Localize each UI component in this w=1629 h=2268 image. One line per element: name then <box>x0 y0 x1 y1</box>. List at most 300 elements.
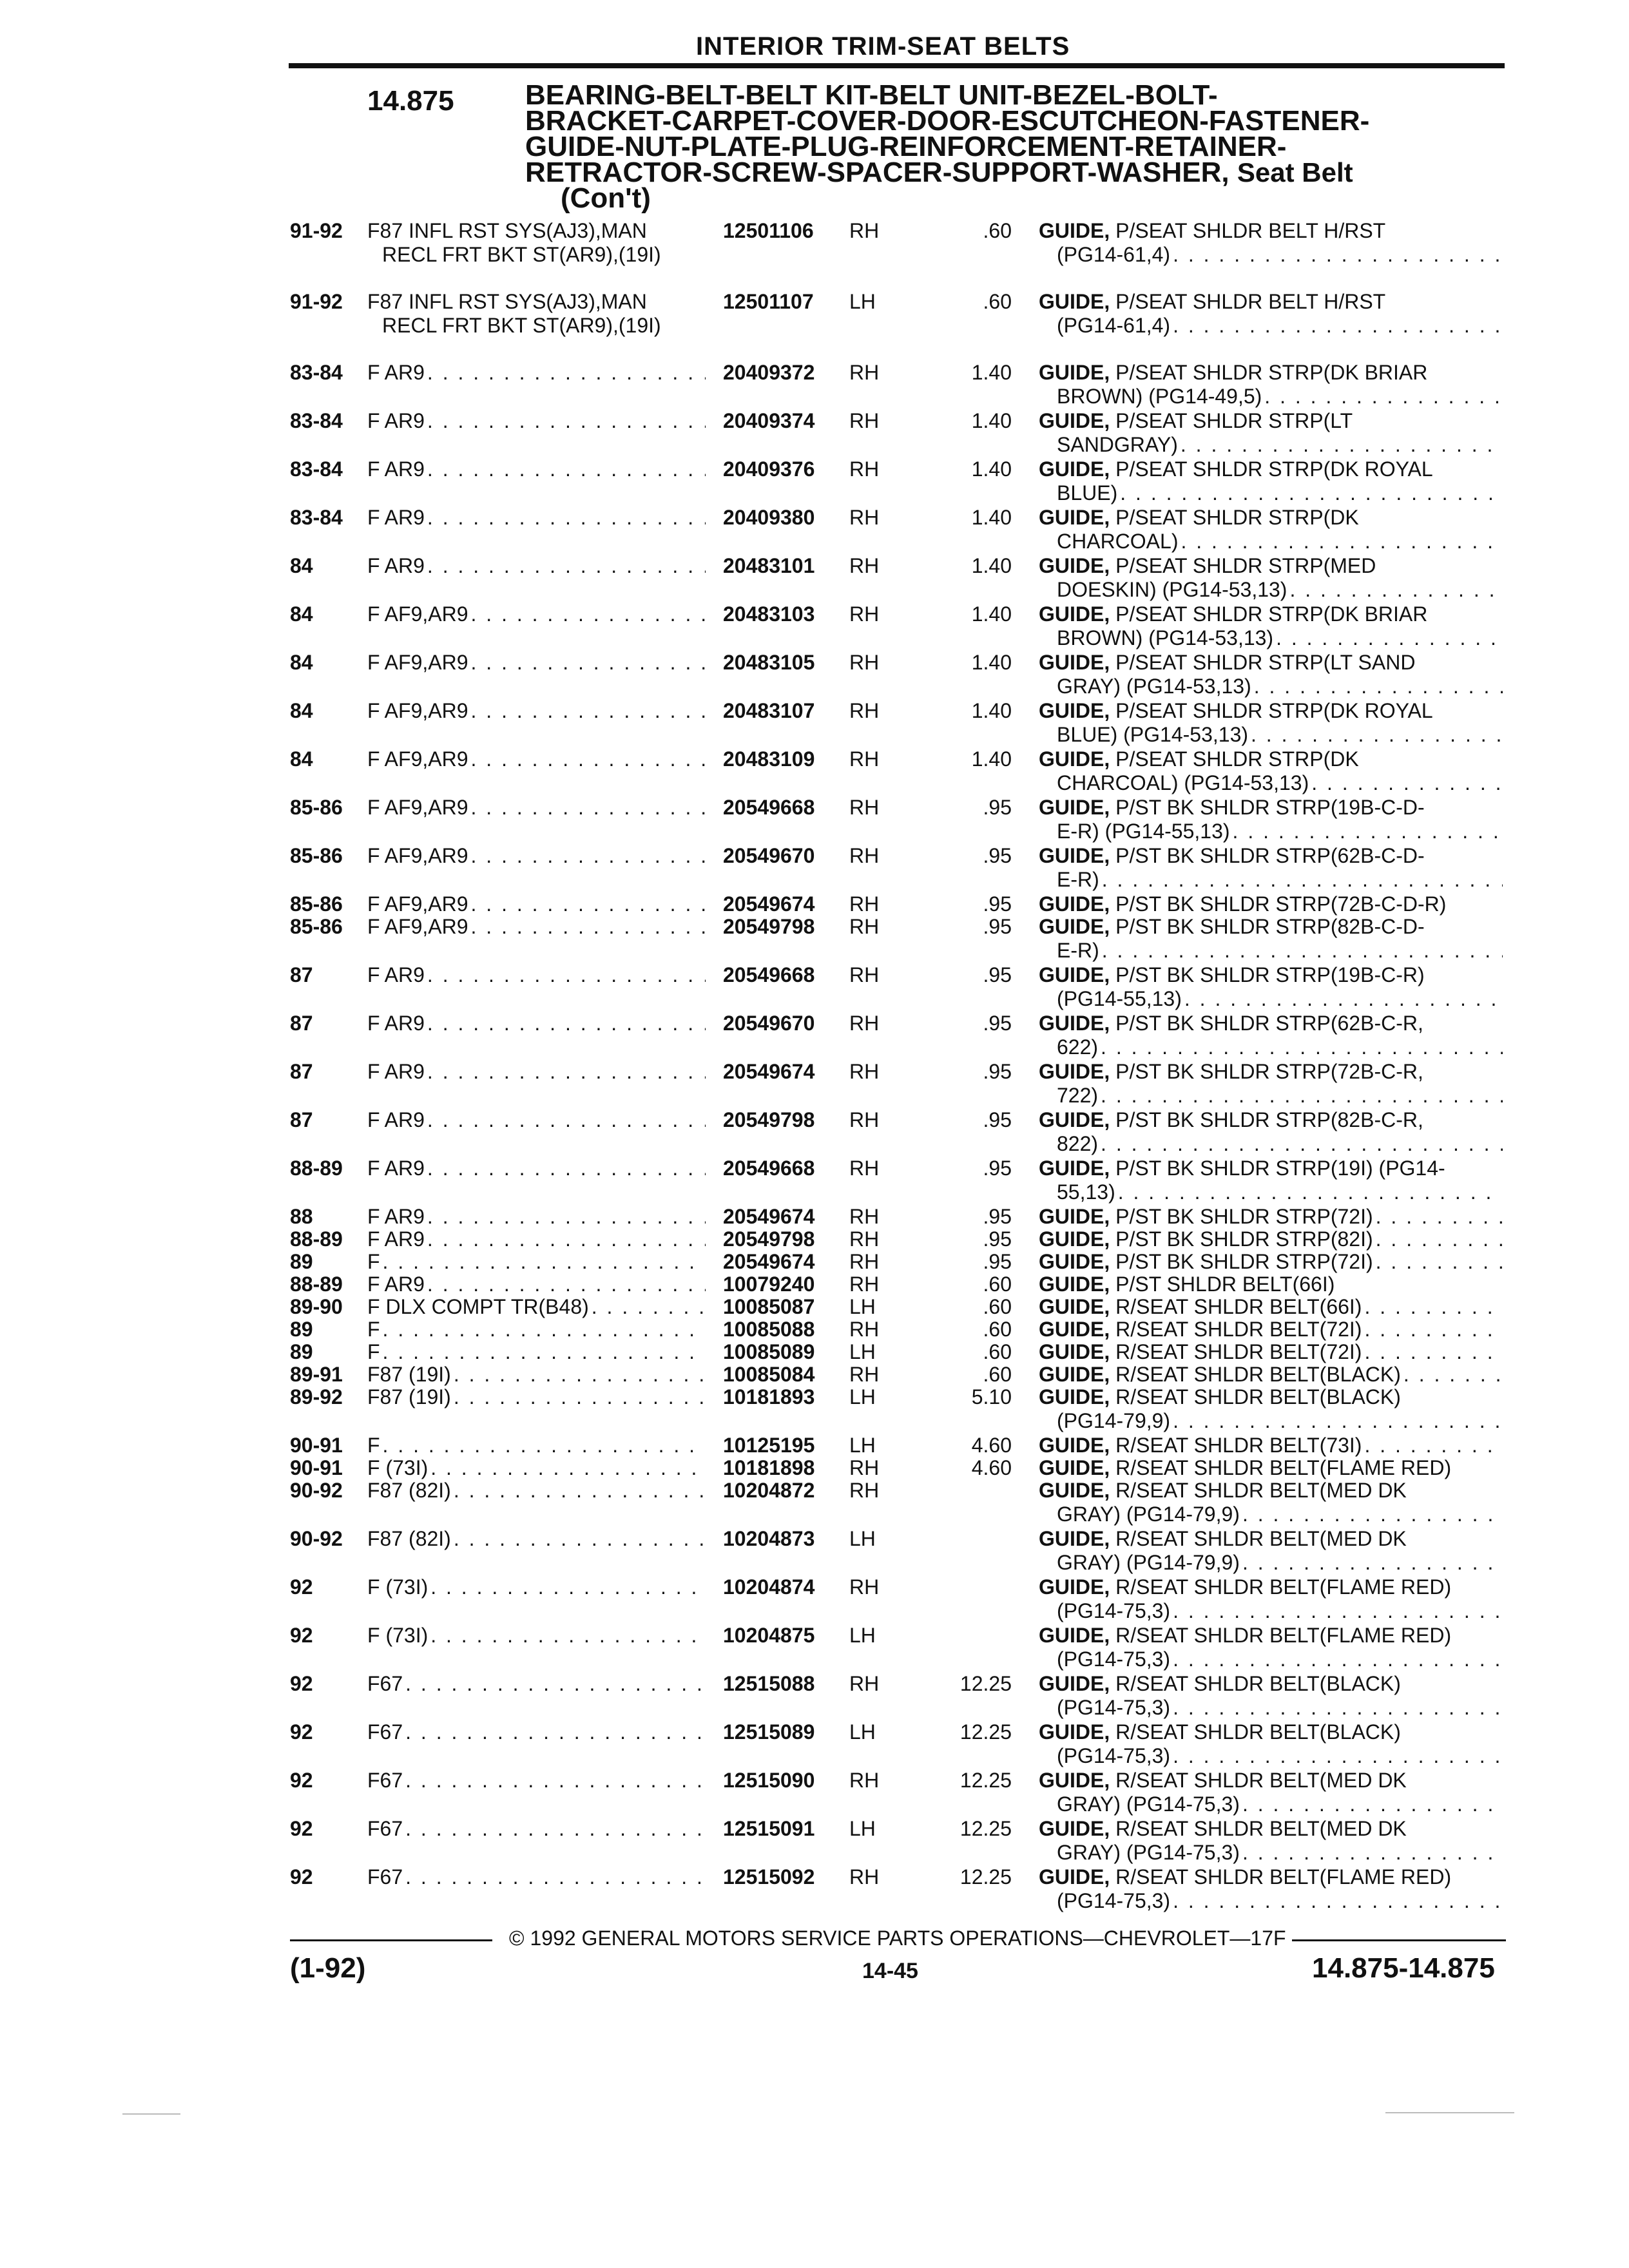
application-line <box>367 243 706 267</box>
description-text <box>1039 1227 1373 1251</box>
price: .95 <box>983 1157 1012 1180</box>
price: 1.40 <box>971 602 1012 626</box>
description-text: (PG14-55,13) <box>1057 987 1182 1010</box>
model-years: 83-84 <box>290 361 343 384</box>
part-name: GUIDE, <box>1039 1227 1110 1251</box>
description-text: R/SEAT SHLDR BELT(FLAME RED) <box>1110 1865 1452 1888</box>
description <box>1039 699 1503 747</box>
application-text: F67 <box>367 1720 403 1744</box>
description-line <box>1039 1318 1503 1341</box>
description-text: R/SEAT SHLDR BELT(MED DK <box>1110 1479 1407 1502</box>
application <box>367 963 706 987</box>
description-text <box>1039 1205 1373 1229</box>
model-years: 90-92 <box>290 1479 343 1502</box>
model-years: 89 <box>290 1250 313 1273</box>
application <box>367 602 706 626</box>
description <box>1039 1340 1503 1364</box>
model-years: 85-86 <box>290 915 343 938</box>
description <box>1039 1205 1503 1229</box>
description-text: GRAY) (PG14-79,9) <box>1057 1551 1240 1574</box>
description-line <box>1039 651 1503 675</box>
description-line <box>1039 1227 1503 1251</box>
leader-dots <box>468 602 706 626</box>
side: RH <box>849 844 880 867</box>
description-line <box>1039 481 1503 505</box>
side: LH <box>849 1434 876 1457</box>
part-name: GUIDE, <box>1039 554 1110 577</box>
description-text: CHARCOAL) <box>1057 530 1179 553</box>
leader-dots <box>1362 1318 1503 1341</box>
description-text: E-R) <box>1057 939 1099 962</box>
description-text: R/SEAT SHLDR BELT(72I) <box>1110 1318 1362 1341</box>
description-line <box>1039 1841 1503 1865</box>
application-text: RECL FRT BKT ST(AR9),(19I) <box>382 243 661 266</box>
application <box>367 651 706 675</box>
leader-dots <box>380 1250 706 1274</box>
description <box>1039 1157 1503 1204</box>
part-name: GUIDE, <box>1039 409 1110 432</box>
part-name: GUIDE, <box>1039 1012 1110 1035</box>
description-text: P/SEAT SHLDR STRP(DK BRIAR <box>1110 602 1428 626</box>
side: RH <box>849 554 880 577</box>
side: RH <box>849 1479 880 1502</box>
leader-dots <box>589 1295 706 1319</box>
description <box>1039 1865 1503 1913</box>
leader-dots <box>1240 1503 1503 1526</box>
part-number: 10181898 <box>723 1456 815 1479</box>
description-line <box>1039 723 1503 747</box>
description-line <box>1039 433 1503 457</box>
description-text: P/SEAT SHLDR STRP(DK ROYAL <box>1110 457 1433 481</box>
part-number: 20549674 <box>723 1060 815 1083</box>
part-name: GUIDE, <box>1039 1318 1110 1341</box>
description-text: P/SEAT SHLDR STRP(DK ROYAL <box>1110 699 1433 722</box>
model-years: 88 <box>290 1205 313 1228</box>
part-number: 20549670 <box>723 1012 815 1035</box>
part-number: 20483101 <box>723 554 815 577</box>
description-text <box>1039 1434 1362 1457</box>
part-number: 10085087 <box>723 1295 815 1318</box>
side: RH <box>849 1363 880 1386</box>
leader-dots <box>1099 868 1503 892</box>
description-line <box>1039 1157 1503 1180</box>
description-text: GRAY) (PG14-79,9) <box>1057 1503 1240 1526</box>
application-text: F DLX COMPT TR(B48) <box>367 1295 589 1318</box>
description-line <box>1039 1479 1503 1503</box>
leader-dots <box>425 1157 706 1180</box>
leader-dots <box>425 1012 706 1035</box>
description-text: R/SEAT SHLDR BELT(MED DK <box>1110 1527 1407 1550</box>
description-line <box>1039 1744 1503 1768</box>
description <box>1039 1720 1503 1768</box>
application-text: F87 (82I) <box>367 1527 451 1550</box>
part-name: GUIDE, <box>1039 1340 1110 1363</box>
application-text: F67 <box>367 1769 403 1792</box>
application-text: F (73I) <box>367 1624 429 1647</box>
description <box>1039 1318 1503 1341</box>
description-text: E-R) <box>1057 868 1099 891</box>
description-line <box>1039 243 1503 267</box>
model-years: 91-92 <box>290 219 343 242</box>
description-line <box>1039 1769 1503 1792</box>
description-line <box>1039 1720 1503 1744</box>
description <box>1039 1527 1503 1575</box>
part-name: GUIDE, <box>1039 1434 1110 1457</box>
price: .95 <box>983 963 1012 986</box>
section-title-line: BEARING-BELT-BELT KIT-BELT UNIT-BEZEL-BOLT- <box>525 79 1218 111</box>
part-number: 20409372 <box>723 361 815 384</box>
application <box>367 506 706 530</box>
leader-dots <box>380 1340 706 1364</box>
application <box>367 1527 706 1551</box>
leader-dots <box>1251 675 1503 698</box>
description-text <box>1039 1273 1335 1296</box>
part-number: 20549670 <box>723 844 815 867</box>
model-years: 87 <box>290 1060 313 1083</box>
description-text: R/SEAT SHLDR BELT(MED DK <box>1110 1769 1407 1792</box>
part-name: GUIDE, <box>1039 1385 1110 1408</box>
model-years: 92 <box>290 1624 313 1647</box>
description-text: P/SEAT SHLDR BELT H/RST <box>1110 219 1386 242</box>
description-text: E-R) (PG14-55,13) <box>1057 820 1230 843</box>
part-name: GUIDE, <box>1039 1273 1110 1296</box>
price: 1.40 <box>971 651 1012 674</box>
side: LH <box>849 1624 876 1647</box>
leader-dots <box>468 915 706 939</box>
description-text: R/SEAT SHLDR BELT(73I) <box>1110 1434 1362 1457</box>
description-line <box>1039 1551 1503 1575</box>
description-text: P/ST BK SHLDR STRP(82B-C-R, <box>1110 1108 1423 1131</box>
leader-dots <box>1170 243 1503 267</box>
model-years: 84 <box>290 651 313 674</box>
application <box>367 915 706 939</box>
description <box>1039 1227 1503 1251</box>
description-text: GRAY) (PG14-75,3) <box>1057 1792 1240 1816</box>
application <box>367 1769 706 1792</box>
application-text: F AR9 <box>367 1157 425 1180</box>
part-name: GUIDE, <box>1039 1205 1110 1228</box>
description-text: 822) <box>1057 1132 1099 1155</box>
application-text: F AR9 <box>367 963 425 986</box>
side: RH <box>849 219 880 242</box>
leader-dots <box>451 1385 706 1409</box>
description-line <box>1039 602 1503 626</box>
price: 5.10 <box>971 1385 1012 1408</box>
model-years: 92 <box>290 1720 313 1744</box>
model-years: 89 <box>290 1340 313 1363</box>
side: RH <box>849 1865 880 1888</box>
description <box>1039 554 1503 602</box>
leader-dots <box>1309 771 1503 795</box>
leader-dots <box>1170 1696 1503 1720</box>
leader-dots <box>468 796 706 820</box>
model-years: 91-92 <box>290 290 343 313</box>
part-number: 10181893 <box>723 1385 815 1408</box>
application <box>367 747 706 771</box>
leader-dots <box>403 1720 706 1744</box>
application <box>367 1624 706 1648</box>
side: RH <box>849 1769 880 1792</box>
side: RH <box>849 1456 880 1479</box>
side: RH <box>849 747 880 771</box>
description-line <box>1039 771 1503 795</box>
leader-dots <box>1287 578 1503 602</box>
price: 4.60 <box>971 1434 1012 1457</box>
description-line <box>1039 314 1503 338</box>
description-text: (PG14-61,4) <box>1057 243 1171 266</box>
application <box>367 1012 706 1035</box>
model-years: 85-86 <box>290 892 343 916</box>
description-line <box>1039 1060 1503 1084</box>
price: .95 <box>983 1205 1012 1228</box>
part-number: 20549668 <box>723 796 815 819</box>
price: .60 <box>983 1295 1012 1318</box>
application-text: F <box>367 1318 380 1341</box>
description-line <box>1039 1575 1503 1599</box>
application-text: F87 (82I) <box>367 1479 451 1502</box>
description-text: 55,13) <box>1057 1180 1115 1204</box>
part-name: GUIDE, <box>1039 506 1110 529</box>
description-text: (PG14-75,3) <box>1057 1744 1171 1767</box>
application <box>367 796 706 820</box>
model-years: 84 <box>290 602 313 626</box>
model-years: 89-91 <box>290 1363 343 1386</box>
part-name: GUIDE, <box>1039 602 1110 626</box>
description-line <box>1039 1084 1503 1108</box>
part-name: GUIDE, <box>1039 1817 1110 1840</box>
side: RH <box>849 602 880 626</box>
leader-dots <box>468 892 706 916</box>
part-name: GUIDE, <box>1039 219 1110 242</box>
side: RH <box>849 699 880 722</box>
page-header: INTERIOR TRIM-SEAT BELTS <box>696 32 1070 61</box>
description-line <box>1039 1672 1503 1696</box>
description <box>1039 1385 1503 1433</box>
price: .60 <box>983 1273 1012 1296</box>
price: .60 <box>983 1363 1012 1386</box>
part-number: 10085089 <box>723 1340 815 1363</box>
description-line <box>1039 747 1503 771</box>
model-years: 85-86 <box>290 844 343 867</box>
description-text: P/ST SHLDR BELT(66I) <box>1110 1273 1335 1296</box>
part-number: 20549798 <box>723 915 815 938</box>
application-line: F87 INFL RST SYS(AJ3),MAN <box>367 290 647 313</box>
part-number: 10125195 <box>723 1434 815 1457</box>
description <box>1039 963 1503 1011</box>
leader-dots <box>451 1363 706 1387</box>
application <box>367 1295 706 1319</box>
application <box>367 1720 706 1744</box>
description-line <box>1039 1035 1503 1059</box>
description-line <box>1039 554 1503 578</box>
description-line <box>1039 1012 1503 1035</box>
leader-dots <box>425 457 706 481</box>
part-name: GUIDE, <box>1039 796 1110 819</box>
description-line <box>1039 506 1503 530</box>
part-name: GUIDE, <box>1039 915 1110 938</box>
description-line <box>1039 361 1503 385</box>
description-line <box>1039 409 1503 433</box>
model-years: 87 <box>290 1108 313 1131</box>
part-number: 12515091 <box>723 1817 815 1840</box>
application-text: F <box>367 1340 380 1363</box>
price: .60 <box>983 290 1012 313</box>
description-text: R/SEAT SHLDR BELT(72I) <box>1110 1340 1362 1363</box>
model-years: 83-84 <box>290 409 343 432</box>
application-line: F87 INFL RST SYS(AJ3),MAN <box>367 219 647 242</box>
section-title-continued: (Con't) <box>561 182 651 214</box>
application <box>367 1434 706 1457</box>
description-text: R/SEAT SHLDR BELT(BLACK) <box>1110 1672 1401 1695</box>
description-line <box>1039 1205 1503 1229</box>
part-number: 12515088 <box>723 1672 815 1695</box>
description-line <box>1039 1132 1503 1156</box>
part-name: GUIDE, <box>1039 1108 1110 1131</box>
description-line <box>1039 290 1503 314</box>
leader-dots <box>380 1434 706 1457</box>
application <box>367 457 706 481</box>
price: 12.25 <box>959 1817 1012 1840</box>
description <box>1039 892 1503 916</box>
leader-dots <box>425 1060 706 1084</box>
application <box>367 554 706 578</box>
side: RH <box>849 1318 880 1341</box>
side: RH <box>849 1108 880 1131</box>
section-title-line: GUIDE-NUT-PLATE-PLUG-REINFORCEMENT-RETAINER- <box>525 131 1287 162</box>
scan-mark <box>1385 2112 1514 2113</box>
price: 1.40 <box>971 699 1012 722</box>
model-years: 89-92 <box>290 1385 343 1408</box>
leader-dots <box>403 1672 706 1696</box>
leader-dots <box>1178 433 1503 457</box>
application <box>367 409 706 433</box>
application <box>367 844 706 868</box>
leader-dots <box>425 963 706 987</box>
part-name: GUIDE, <box>1039 1769 1110 1792</box>
scan-mark <box>122 2113 180 2115</box>
leader-dots <box>1230 820 1503 843</box>
description-text: P/ST BK SHLDR STRP(19B-C-R) <box>1110 963 1425 986</box>
model-years: 92 <box>290 1865 313 1888</box>
part-number: 12515092 <box>723 1865 815 1888</box>
leader-dots <box>1170 1409 1503 1433</box>
leader-dots <box>428 1456 706 1480</box>
price: .95 <box>983 1060 1012 1083</box>
leader-dots <box>1117 481 1503 505</box>
model-years: 87 <box>290 963 313 986</box>
part-number: 10204873 <box>723 1527 815 1550</box>
application-text: F AR9 <box>367 409 425 432</box>
footer-rule <box>290 1939 492 1941</box>
part-name: GUIDE, <box>1039 457 1110 481</box>
description <box>1039 1479 1503 1526</box>
footer-copyright: © 1992 GENERAL MOTORS SERVICE PARTS OPERATIONS—CHEVROLET—17F <box>509 1927 1286 1950</box>
part-number: 20549674 <box>723 1205 815 1228</box>
application-text: F87 (19I) <box>367 1363 451 1386</box>
leader-dots <box>403 1817 706 1841</box>
application-text: F67 <box>367 1672 403 1695</box>
application <box>367 1227 706 1251</box>
leader-dots <box>1248 723 1503 747</box>
model-years: 87 <box>290 1012 313 1035</box>
side: LH <box>849 1295 876 1318</box>
side: RH <box>849 1575 880 1599</box>
price: 4.60 <box>971 1456 1012 1479</box>
price: 12.25 <box>959 1720 1012 1744</box>
leader-dots <box>425 1108 706 1132</box>
leader-dots <box>428 1575 706 1599</box>
price: 1.40 <box>971 457 1012 481</box>
description <box>1039 506 1503 553</box>
model-years: 83-84 <box>290 506 343 529</box>
leader-dots <box>380 1318 706 1341</box>
leader-dots <box>1178 530 1503 553</box>
leader-dots <box>451 1479 706 1503</box>
leader-dots <box>468 699 706 723</box>
part-name: GUIDE, <box>1039 1157 1110 1180</box>
application <box>367 1205 706 1229</box>
description-line <box>1039 385 1503 408</box>
description-text: 722) <box>1057 1084 1099 1107</box>
leader-dots <box>425 1273 706 1296</box>
description-text: DOESKIN) (PG14-53,13) <box>1057 578 1287 601</box>
description-text: BLUE) (PG14-53,13) <box>1057 723 1249 746</box>
description-text: (PG14-75,3) <box>1057 1599 1171 1622</box>
price: .60 <box>983 1340 1012 1363</box>
part-number: 10204872 <box>723 1479 815 1502</box>
description-text: P/ST BK SHLDR STRP(72I) <box>1110 1205 1373 1228</box>
application-text: F AF9,AR9 <box>367 915 468 938</box>
application <box>367 1157 706 1180</box>
application <box>367 1060 706 1084</box>
leader-dots <box>1170 314 1503 338</box>
application <box>367 1456 706 1480</box>
model-years: 89-90 <box>290 1295 343 1318</box>
description-text: P/SEAT SHLDR STRP(LT SAND <box>1110 651 1416 674</box>
leader-dots <box>1362 1295 1503 1319</box>
part-name: GUIDE, <box>1039 1575 1110 1599</box>
description-line <box>1039 1865 1503 1889</box>
part-name: GUIDE, <box>1039 290 1110 313</box>
leader-dots <box>1240 1792 1503 1816</box>
price: 1.40 <box>971 409 1012 432</box>
part-name: GUIDE, <box>1039 699 1110 722</box>
description <box>1039 1363 1503 1387</box>
side: RH <box>849 1157 880 1180</box>
side: RH <box>849 651 880 674</box>
description <box>1039 1295 1503 1319</box>
leader-dots <box>1273 626 1503 650</box>
description-text: BROWN) (PG14-53,13) <box>1057 626 1274 649</box>
model-years: 90-91 <box>290 1434 343 1457</box>
description-text: P/ST BK SHLDR STRP(82I) <box>1110 1227 1373 1251</box>
description-text <box>1039 1340 1362 1364</box>
model-years: 92 <box>290 1769 313 1792</box>
model-years: 92 <box>290 1817 313 1840</box>
part-name: GUIDE, <box>1039 1527 1110 1550</box>
price: .60 <box>983 219 1012 242</box>
leader-dots <box>1373 1205 1503 1229</box>
description <box>1039 796 1503 843</box>
description-text: R/SEAT SHLDR BELT(FLAME RED) <box>1110 1624 1452 1647</box>
section-title-tail: Seat Belt <box>1237 157 1353 187</box>
part-number: 12515089 <box>723 1720 815 1744</box>
part-name: GUIDE, <box>1039 1363 1110 1386</box>
description-line <box>1039 1385 1503 1409</box>
application <box>367 361 706 385</box>
application <box>367 1865 706 1889</box>
side: RH <box>849 1060 880 1083</box>
